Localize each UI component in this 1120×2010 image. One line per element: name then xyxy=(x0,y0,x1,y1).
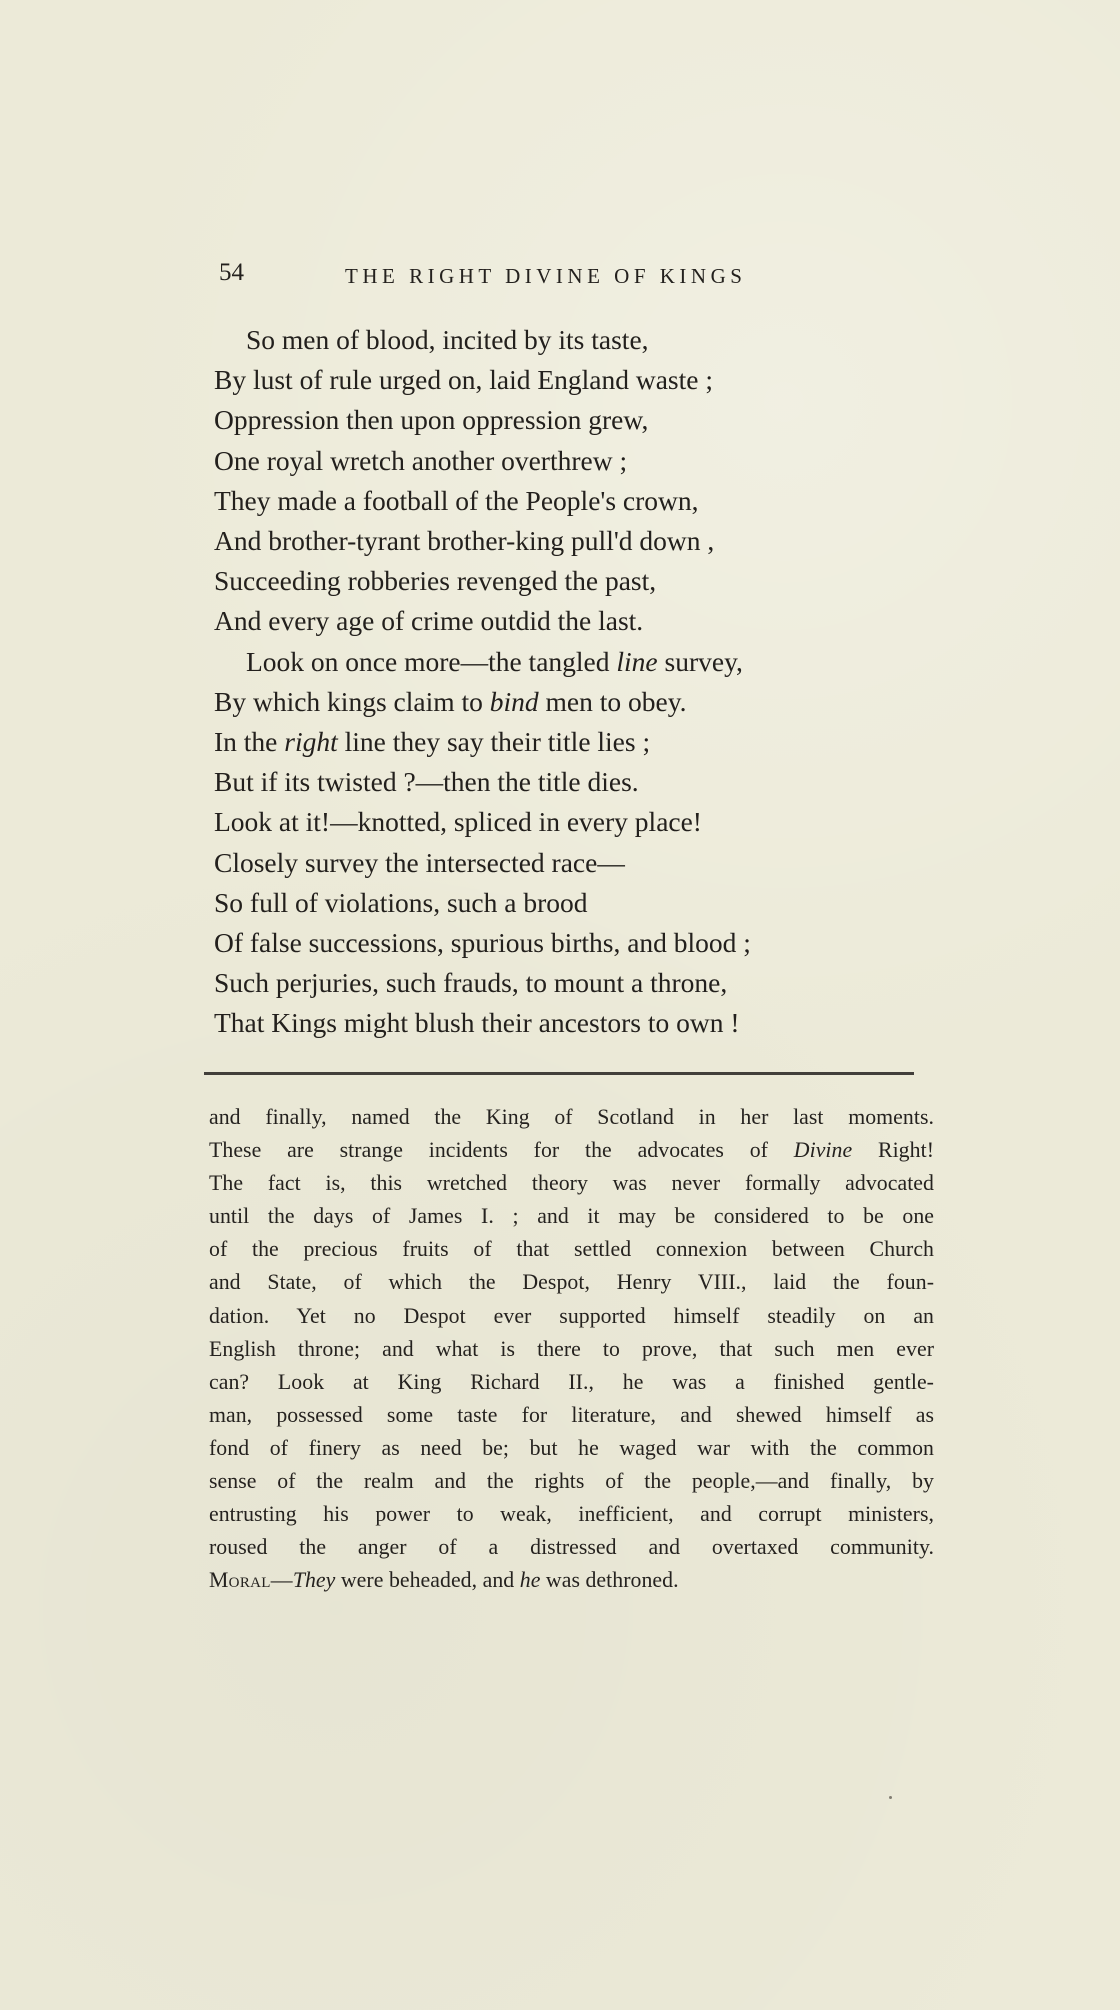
poem-line-part: men to obey. xyxy=(538,685,687,717)
footnote-text xyxy=(209,1101,934,1597)
footnote-line: sense of the realm and the rights of the people,—and finally, by xyxy=(209,1469,934,1494)
poem-line: Closely survey the intersected race— xyxy=(214,846,625,878)
footnote-line-part: These are strange incidents for the advocates of xyxy=(209,1138,794,1163)
running-head: THE RIGHT DIVINE OF KINGS xyxy=(345,264,747,288)
poem-line: Such perjuries, such frauds, to mount a throne, xyxy=(214,967,728,999)
footnote-line-part: was dethroned. xyxy=(540,1568,679,1593)
footnote-line: entrusting his power to weak, inefficient, and corrupt ministers, xyxy=(209,1502,934,1527)
poem-line: So full of violations, such a brood xyxy=(214,886,588,918)
poem-emphasis-bind: bind xyxy=(489,685,539,717)
footnote-line: can? Look at King Richard II., he was a finished gentle- xyxy=(209,1369,934,1394)
poem-line: Oppression then upon oppression grew, xyxy=(214,404,649,436)
poem-emphasis-line: line xyxy=(616,645,658,677)
poem-line xyxy=(214,682,864,722)
poem-line: But if its twisted ?—then the title dies. xyxy=(214,766,639,798)
footnote-line-part: were beheaded, and xyxy=(335,1568,520,1593)
poem-line: And brother-tyrant brother-king pull'd down , xyxy=(214,525,715,557)
footnote-line: roused the anger of a distressed and overtaxed community. xyxy=(209,1535,934,1560)
poem-line: By lust of rule urged on, laid England waste ; xyxy=(214,364,713,396)
footnote-line xyxy=(209,1134,934,1167)
poem-line: So men of blood, incited by its taste, xyxy=(246,324,649,355)
poem-line: One royal wretch another overthrew ; xyxy=(214,444,628,476)
poem-line: Look at it!—knotted, spliced in every place! xyxy=(214,806,702,838)
poem-text xyxy=(214,320,864,1044)
footnote-emphasis-divine: Divine xyxy=(793,1138,853,1163)
footnote-line: until the days of James I. ; and it may be considered to be one xyxy=(209,1204,934,1229)
footnote-line: The fact is, this wretched theory was never formally advocated xyxy=(209,1171,934,1196)
poem-line xyxy=(214,642,864,682)
poem-line: They made a football of the People's crown, xyxy=(214,484,699,516)
footnote-line xyxy=(209,1564,934,1597)
poem-line-part: By which kings claim to xyxy=(214,685,490,717)
page-speck xyxy=(889,1796,892,1799)
footnote-line: and State, of which the Despot, Henry VIII., laid the foun- xyxy=(209,1270,934,1295)
poem-line xyxy=(214,722,864,762)
footnote-line: dation. Yet no Despot ever supported himself steadily on an xyxy=(209,1303,934,1328)
poem-line-part: line they say their title lies ; xyxy=(337,726,651,758)
poem-line: And every age of crime outdid the last. xyxy=(214,605,644,637)
footnote-line: man, possessed some taste for literature, and shewed himself as xyxy=(209,1402,934,1427)
poem-line: Of false successions, spurious births, and blood ; xyxy=(214,927,751,959)
poem-line-part: survey, xyxy=(657,645,743,677)
poem-emphasis-right: right xyxy=(284,726,338,758)
poem-line-part: Look on once more—the tangled xyxy=(246,645,617,677)
footnote-line: and finally, named the King of Scotland in her last moments. xyxy=(209,1105,934,1129)
page-number: 54 xyxy=(219,259,244,286)
page-header xyxy=(219,259,819,299)
poem-line: That Kings might blush their ancestors to own ! xyxy=(214,1007,740,1039)
poem-line: Succeeding robberies revenged the past, xyxy=(214,565,657,597)
footnote-emphasis-they: They xyxy=(292,1568,336,1593)
footnote-divider xyxy=(204,1072,914,1075)
footnote-moral-label: Moral— xyxy=(209,1568,293,1593)
footnote-line: English throne; and what is there to prove, that such men ever xyxy=(209,1336,934,1361)
footnote-line-part: Right! xyxy=(852,1138,934,1163)
footnote-line: fond of finery as need be; but he waged war with the common xyxy=(209,1435,934,1460)
poem-line-part: In the xyxy=(214,726,285,758)
footnote-line: of the precious fruits of that settled connexion between Church xyxy=(209,1237,934,1262)
footnote-emphasis-he: he xyxy=(519,1568,541,1593)
